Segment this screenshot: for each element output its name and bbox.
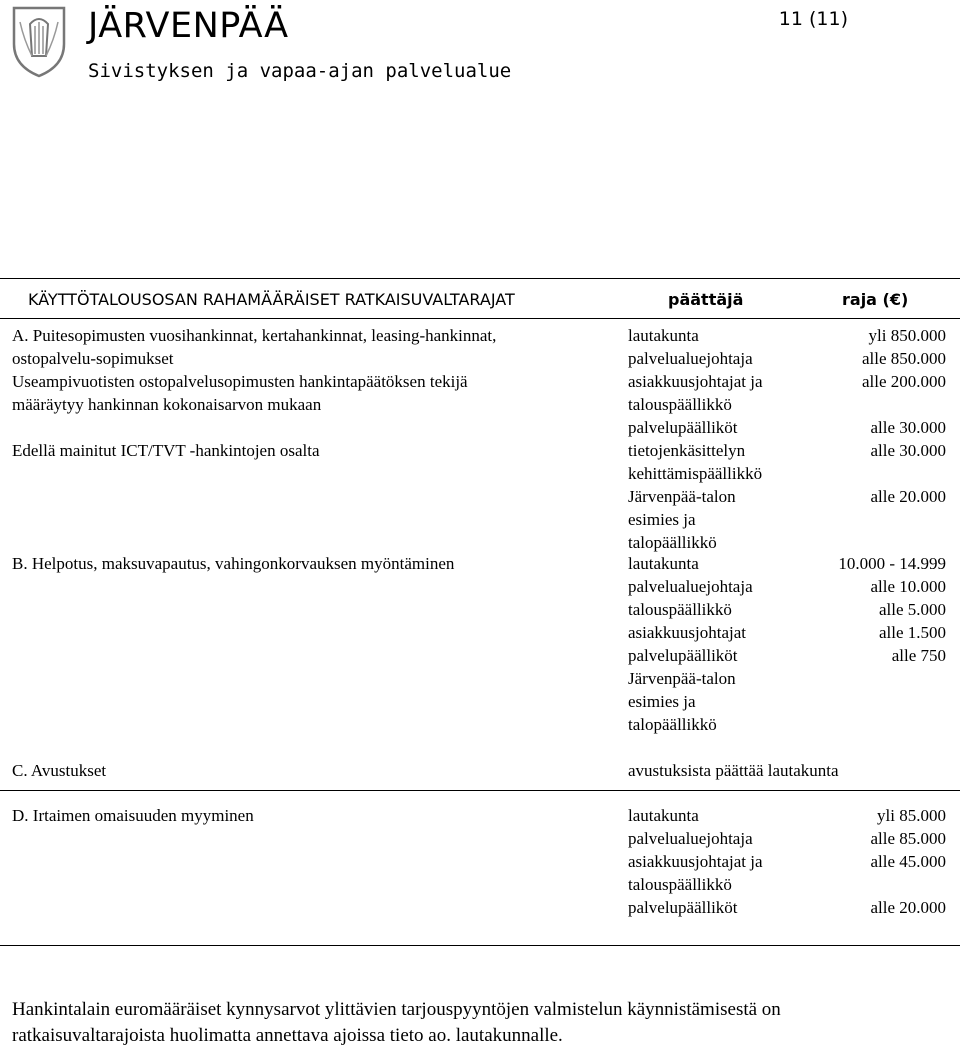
coat-of-arms-logo <box>8 4 70 78</box>
section-a-deciders: lautakunta palvelualuejohtaja asiakkuusjohtajat ja talouspäällikkö palvelupäälliköt tietojenkäsittelyn kehittämispäällikkö Järvenpää-talon esimies ja talopäällikkö <box>628 326 763 552</box>
section-d-description: D. Irtaimen omaisuuden myyminen <box>12 806 254 825</box>
section-d-deciders: lautakunta palvelualuejohtaja asiakkuusjohtajat ja talouspäällikkö palvelupäälliköt <box>628 806 763 917</box>
section-c-note: avustuksista päättää lautakunta <box>628 761 839 780</box>
section-b-limits: 10.000 - 14.999 alle 10.000 alle 5.000 alle 1.500 alle 750 <box>838 554 946 665</box>
section-b-deciders: lautakunta palvelualuejohtaja talouspäällikkö asiakkuusjohtajat palvelupäälliköt Järvenpää-talon esimies ja talopäällikkö <box>628 554 753 734</box>
table-header-rule <box>0 318 960 319</box>
table-bottom-rule <box>0 945 960 946</box>
section-rule-c <box>0 790 960 791</box>
section-b-description: B. Helpotus, maksuvapautus, vahingonkorvauksen myöntäminen <box>12 554 455 573</box>
footer-note: Hankintalain euromääräiset kynnysarvot ylittävien tarjouspyyntöjen valmistelun käynnistämisestä on ratkaisuvaltarajoista huolimatta annettava ajoissa tieto ao. lautakunnalle. <box>12 999 781 1046</box>
department-name: Sivistyksen ja vapaa-ajan palvelualue <box>88 60 512 82</box>
section-d-limits: yli 85.000 alle 85.000 alle 45.000 alle 20.000 <box>870 806 946 917</box>
section-a-description: A. Puitesopimusten vuosihankinnat, kertahankinnat, leasing-hankinnat, ostopalvelu-sopimukset Useampivuotisten ostopalvelusopimusten hankintapäätöksen tekijä määräytyy hankinnan kokonaisarvon mukaan Edellä mainitut ICT/TVT -hankintojen osalta <box>12 326 497 460</box>
organization-name: JÄRVENPÄÄ <box>88 6 289 46</box>
table-title: KÄYTTÖTALOUSOSAN RAHAMÄÄRÄISET RATKAISUVALTARAJAT <box>28 290 515 309</box>
section-a-limits: yli 850.000 alle 850.000 alle 200.000 alle 30.000 alle 30.000 alle 20.000 <box>861 326 946 506</box>
table-top-rule <box>0 278 960 279</box>
column-header-limit: raja (€) <box>842 290 909 309</box>
section-c-description: C. Avustukset <box>12 761 107 780</box>
column-header-decider: päättäjä <box>668 290 744 309</box>
page-number: 11 (11) <box>778 8 848 30</box>
